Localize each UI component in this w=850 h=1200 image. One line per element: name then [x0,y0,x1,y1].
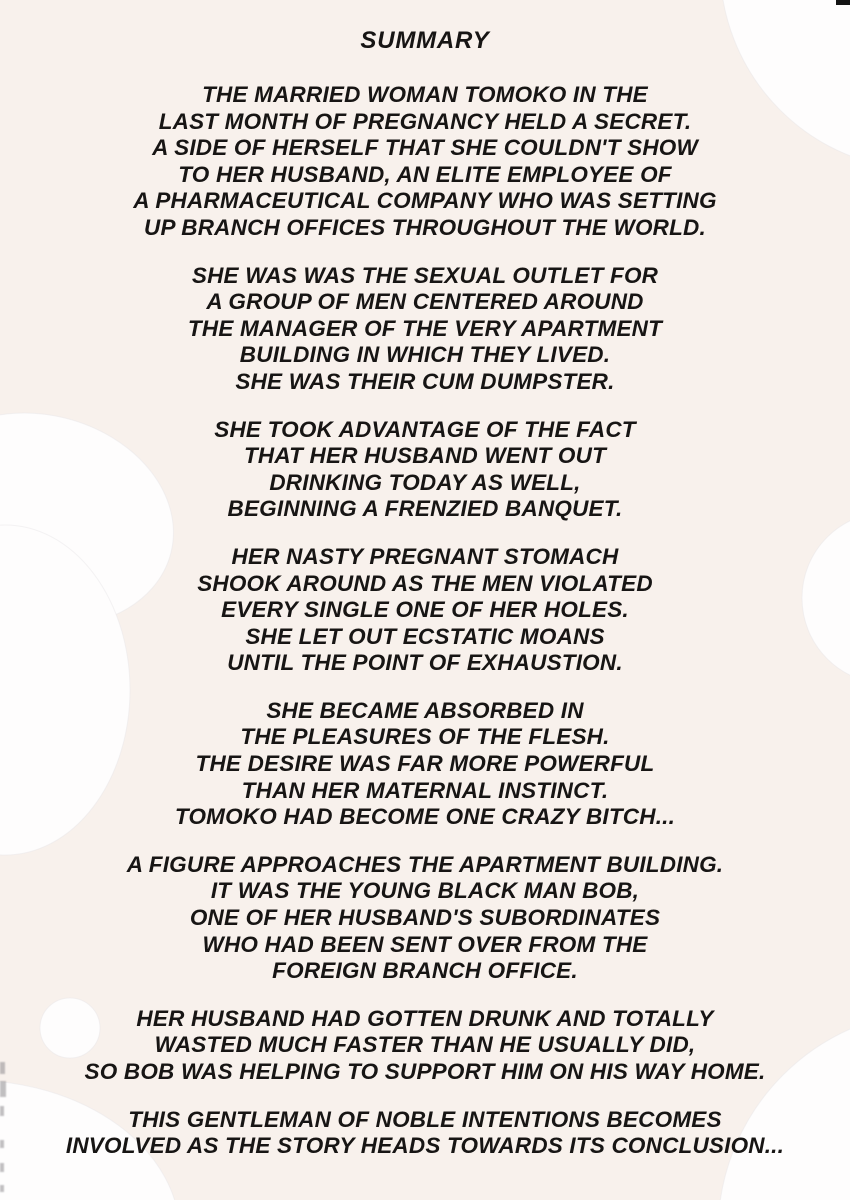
text-line: SHE WAS THEIR CUM DUMPSTER. [235,368,615,394]
text-line: THE MARRIED WOMAN TOMOKO IN THE [202,82,648,107]
text-line: FOREIGN BRANCH OFFICE. [272,958,578,984]
text-line: LAST MONTH OF PREGNANCY HELD A SECRET. [158,108,692,134]
text-line: THAN HER MATERNAL INSTINCT. [241,777,609,803]
text-line: HER NASTY PREGNANT STOMACH [231,543,619,569]
paragraph-figure [0,852,850,985]
text-line: THE DESIRE WAS FAR MORE POWERFUL [195,751,655,777]
text-line: IT WAS THE YOUNG BLACK MAN BOB, [210,878,640,904]
text-line: ONE OF HER HUSBAND'S SUBORDINATES [189,905,661,931]
paragraph-conclusion [0,1107,850,1160]
paragraph-intro [0,82,850,242]
text-line: THE MANAGER OF THE VERY APARTMENT [187,315,663,341]
text-line: WASTED MUCH FASTER THAN HE USUALLY DID, [154,1032,696,1058]
paragraph-advantage [0,417,850,523]
page-title: SUMMARY [360,27,490,54]
text-line: UNTIL THE POINT OF EXHAUSTION. [227,650,623,676]
paragraph-husband-drunk [0,1006,850,1086]
paragraph-outlet [0,263,850,396]
clipped-print-mark [836,0,850,5]
text-line: DRINKING TODAY AS WELL, [269,469,581,495]
text-line: INVOLVED AS THE STORY HEADS TOWARDS ITS CONCLUSION... [65,1133,785,1159]
text-line: TOMOKO HAD BECOME ONE CRAZY BITCH... [174,804,676,830]
summary-text [0,26,850,1181]
text-line: SHOOK AROUND AS THE MEN VIOLATED [197,570,653,596]
text-line: TO HER HUSBAND, AN ELITE EMPLOYEE OF [178,161,672,187]
paragraph-banquet [0,544,850,677]
text-line: THIS GENTLEMAN OF NOBLE INTENTIONS BECOMES [128,1106,722,1132]
text-line: THE PLEASURES OF THE FLESH. [240,724,610,750]
text-line: HER HUSBAND HAD GOTTEN DRUNK AND TOTALLY [136,1005,714,1031]
paragraph-absorbed [0,698,850,831]
left-edge-print-fragment [0,1185,4,1192]
text-line: SHE BECAME ABSORBED IN [266,697,584,723]
text-line: UP BRANCH OFFICES THROUGHOUT THE WORLD. [144,214,706,240]
text-line: THAT HER HUSBAND WENT OUT [243,443,607,469]
text-line: A PHARMACEUTICAL COMPANY WHO WAS SETTING [133,188,717,214]
text-line: WHO HAD BEEN SENT OVER FROM THE [202,931,648,957]
text-line: A GROUP OF MEN CENTERED AROUND [206,289,644,315]
text-line: BUILDING IN WHICH THEY LIVED. [239,342,611,368]
text-line: EVERY SINGLE ONE OF HER HOLES. [221,597,629,623]
text-line: SHE TOOK ADVANTAGE OF THE FACT [214,416,636,442]
text-line: SHE LET OUT ECSTATIC MOANS [245,623,605,649]
text-line: A FIGURE APPROACHES THE APARTMENT BUILDING. [126,851,724,877]
text-line: BEGINNING A FRENZIED BANQUET. [227,496,623,522]
text-line: SHE WAS WAS THE SEXUAL OUTLET FOR [191,262,659,288]
text-line: A SIDE OF HERSELF THAT SHE COULDN'T SHOW [152,135,698,161]
text-line: SO BOB WAS HELPING TO SUPPORT HIM ON HIS WAY HOME. [84,1059,766,1084]
